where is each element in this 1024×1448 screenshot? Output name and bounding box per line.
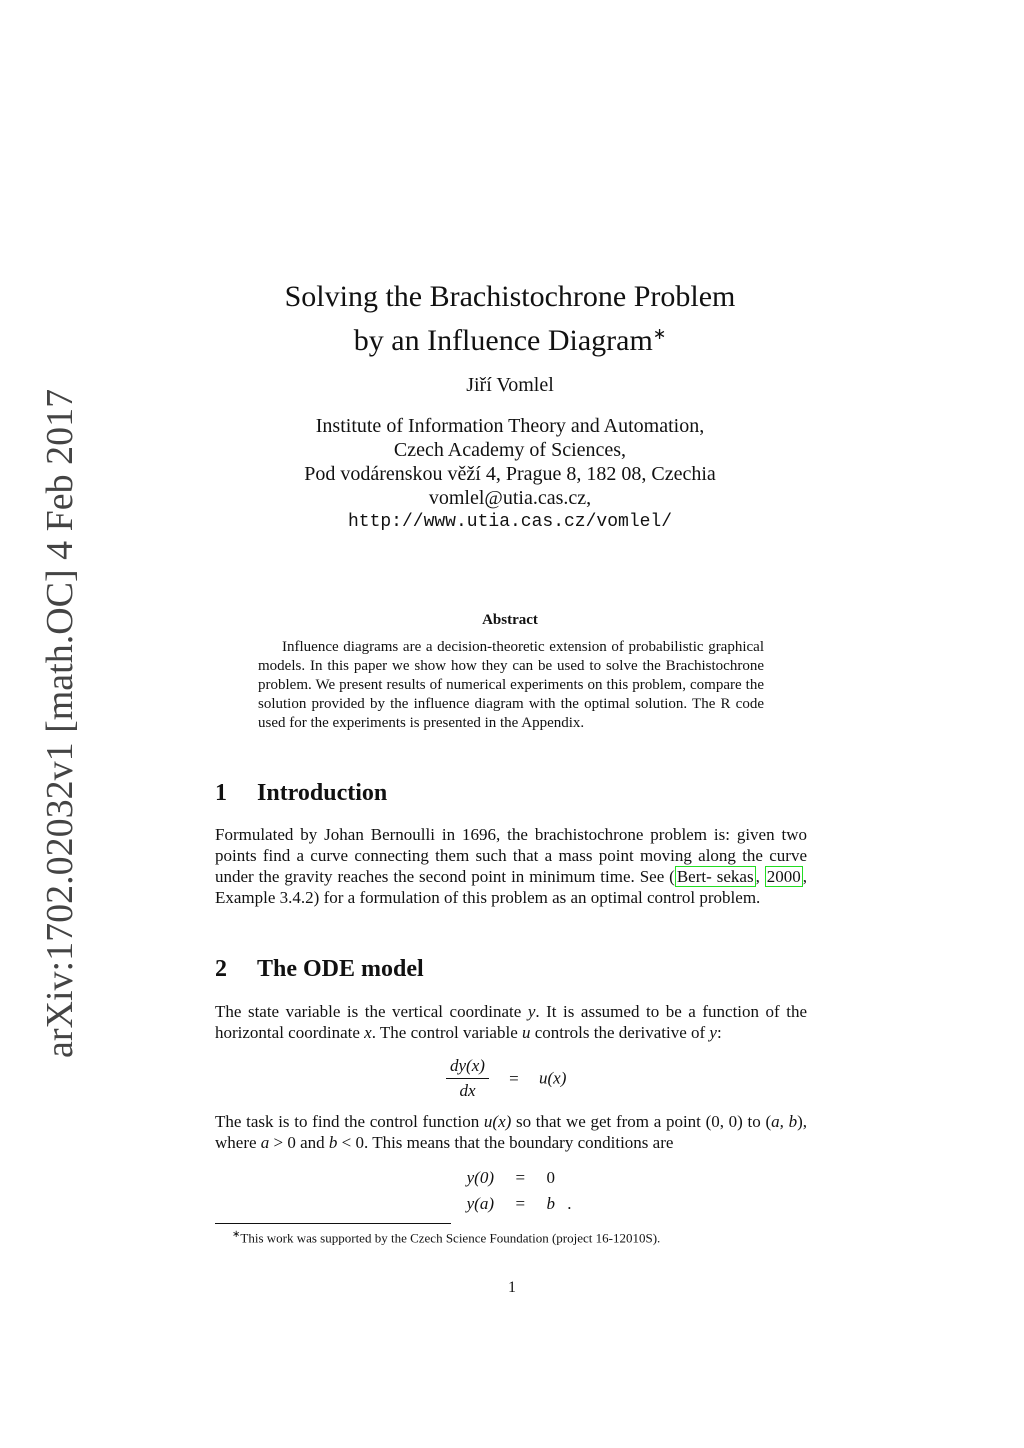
equation-1: $\frac{dy(x)}{dx}$ = u(x) (446, 1056, 566, 1101)
page-number: 1 (508, 1279, 516, 1296)
footnote-text: This work was supported by the Czech Science Foundation (project 16-12010S). (240, 1230, 661, 1246)
footnote (232, 1229, 660, 1246)
abstract-body (258, 638, 764, 733)
section-2-heading (215, 956, 424, 983)
section-1-heading (215, 780, 387, 807)
title-footnote-mark: ∗ (652, 326, 667, 343)
footnote-rule (215, 1223, 451, 1224)
equation-3: y(a) = b . (466, 1194, 572, 1213)
section-2-paragraph-2: The task is to find the control function u(x) so that we get from a point (0, 0) to (a, b), where a > 0 and b < 0. This means that the boundary conditions are (215, 1112, 807, 1152)
abstract-text: Influence diagrams are a decision-theoretic extension of probabilistic graphical models. In this paper we show how they can be used to solve the Brachistochrone problem. We present results of numerical experiments on this problem, compare the solution provided by the influence diagram with the optimal solution. The R code used for the experiments is presented in the Appendix. (258, 639, 764, 731)
section-2-title: The ODE model (257, 956, 424, 982)
section-1-number: 1 (215, 780, 227, 806)
derivative-fraction: $\frac{dy(x)}{dx}$ (446, 1056, 489, 1101)
arxiv-side-label: arXiv:1702.02032v1 [math.OC] 4 Feb 2017 (39, 388, 81, 1058)
section-2-number: 2 (215, 956, 227, 982)
footnote-mark: ∗ (232, 1229, 241, 1240)
section-1-title: Introduction (257, 780, 388, 806)
affiliation-block (200, 414, 820, 534)
author-url[interactable]: http://www.utia.cas.cz/vomlel/ (347, 512, 673, 532)
abstract-heading: Abstract (482, 612, 538, 628)
author-email[interactable]: vomlel@utia.cas.cz, (428, 487, 592, 509)
citation-link-bertsekas[interactable]: Bert- sekas (676, 867, 754, 886)
section-2-paragraph-1: The state variable is the vertical coordinate y. It is assumed to be a function of the horizontal coordinate x. The control variable u controls the derivative of y: (215, 1002, 807, 1042)
affiliation-line-1: Institute of Information Theory and Automation, (315, 415, 705, 437)
affiliation-line-2: Czech Academy of Sciences, (393, 439, 627, 461)
affiliation-line-3: Pod vodárenskou věží 4, Prague 8, 182 08, Czechia (304, 463, 716, 485)
title-line-2: by an Influence Diagram∗ (353, 324, 667, 357)
equation-2: y(0) = 0 (466, 1168, 555, 1187)
author-name: Jiří Vomlel (466, 374, 554, 396)
section-1-paragraph: Formulated by Johan Bernoulli in 1696, the brachistochrone problem is: given two points find a curve connecting them such that a mass point moving along the curve under the gravity reaches the second point in minimum time. See ( Bert- sekas , 2000 , Example 3.4.2) for a formulation of this problem as an optimal control problem. (215, 825, 808, 907)
citation-link-year[interactable]: 2000 (766, 867, 801, 886)
title-line-1: Solving the Brachistochrone Problem (284, 280, 736, 313)
paper-title (200, 278, 820, 360)
